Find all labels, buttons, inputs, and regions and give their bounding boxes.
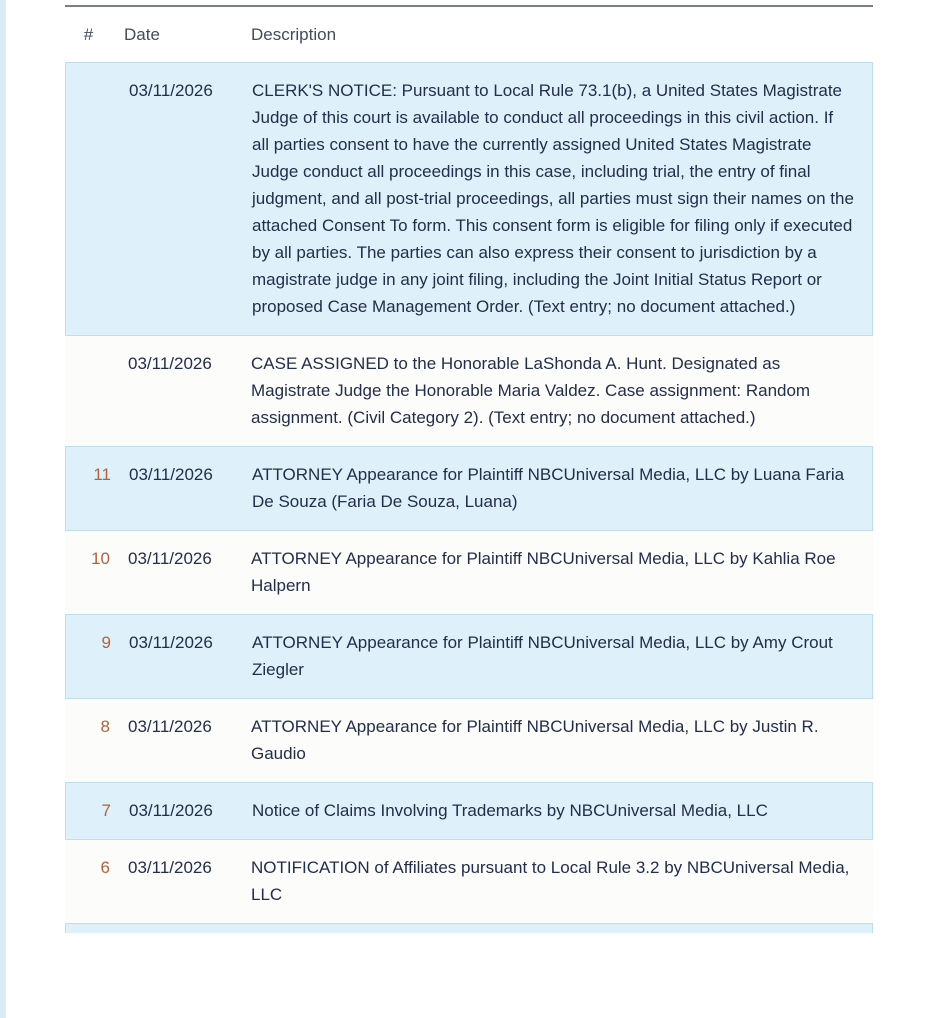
entry-description: CASE ASSIGNED to the Honorable LaShonda A. Hunt. Designated as Magistrate Judge the Honorable Maria Valdez. Case assignment: Random assignment. (Civil Category 2). (Text entry; no document attached.)	[251, 354, 811, 427]
entry-description: NOTIFICATION of Affiliates pursuant to Local Rule 3.2 by NBCUniversal Media, LLC	[251, 858, 850, 904]
entry-number	[66, 447, 113, 488]
entry-number-link[interactable]: 9	[101, 633, 111, 652]
entry-number-link[interactable]: 8	[100, 717, 110, 736]
entry-date: 03/11/2026	[129, 81, 213, 100]
docket-entry-row	[65, 840, 873, 923]
entry-number	[65, 699, 112, 740]
entry-description: ATTORNEY Appearance for Plaintiff NBCUniversal Media, LLC by Luana Faria De Souza (Faria De Souza, Luana)	[252, 465, 845, 511]
entry-number-link[interactable]: 7	[101, 801, 111, 820]
entry-date: 03/11/2026	[129, 465, 213, 484]
column-header-description: Description	[251, 25, 337, 44]
entry-description: CLERK'S NOTICE: Pursuant to Local Rule 73.1(b), a United States Magistrate Judge of this court is available to conduct all proceedings in this civil action. If all parties consent to have the currently assigned United States Magistrate Judge conduct all proceedings in this case, including trial, the entry of final judgment, and all post-trial proceedings, all parties must sign their names on the attached Consent To form. This consent form is eligible for filing only if executed by all parties. The parties can also express their consent to jurisdiction by a magistrate judge in any joint filing, including the Joint Initial Status Report or proposed Case Management Order. (Text entry; no document attached.)	[252, 81, 854, 316]
docket-entry-row	[65, 446, 873, 531]
docket-entry-row	[65, 614, 873, 699]
entry-number	[65, 531, 112, 572]
docket-entry-row	[65, 699, 873, 782]
entry-date: 03/11/2026	[128, 717, 212, 736]
entry-number-link[interactable]: 11	[93, 465, 111, 484]
entry-description: ATTORNEY Appearance for Plaintiff NBCUniversal Media, LLC by Amy Crout Ziegler	[252, 633, 833, 679]
entry-number-link[interactable]: 6	[100, 858, 110, 877]
entry-number-link[interactable]: 10	[91, 549, 110, 568]
docket-entry-row	[65, 336, 873, 446]
entry-date: 03/11/2026	[129, 801, 213, 820]
entry-description: Notice of Claims Involving Trademarks by NBCUniversal Media, LLC	[252, 801, 768, 820]
next-row-peek	[65, 923, 873, 933]
docket-entry-row	[65, 62, 873, 336]
entry-description: ATTORNEY Appearance for Plaintiff NBCUniversal Media, LLC by Kahlia Roe Halpern	[251, 549, 836, 595]
entry-date: 03/11/2026	[128, 858, 212, 877]
entry-number	[66, 783, 113, 824]
docket-entries-table	[65, 5, 873, 933]
entry-date: 03/11/2026	[128, 354, 212, 373]
entry-description: ATTORNEY Appearance for Plaintiff NBCUniversal Media, LLC by Justin R. Gaudio	[251, 717, 819, 763]
entry-number	[66, 615, 113, 656]
docket-entry-row	[65, 531, 873, 614]
left-edge-strip	[0, 0, 6, 1018]
entry-date: 03/11/2026	[128, 549, 212, 568]
entry-number	[65, 336, 112, 350]
docket-entry-row	[65, 782, 873, 840]
docket-table-header	[65, 7, 873, 62]
column-header-date: Date	[124, 25, 160, 44]
entry-date: 03/11/2026	[129, 633, 213, 652]
entry-number	[65, 840, 112, 881]
column-header-number: #	[83, 25, 94, 44]
entry-number	[66, 63, 113, 77]
